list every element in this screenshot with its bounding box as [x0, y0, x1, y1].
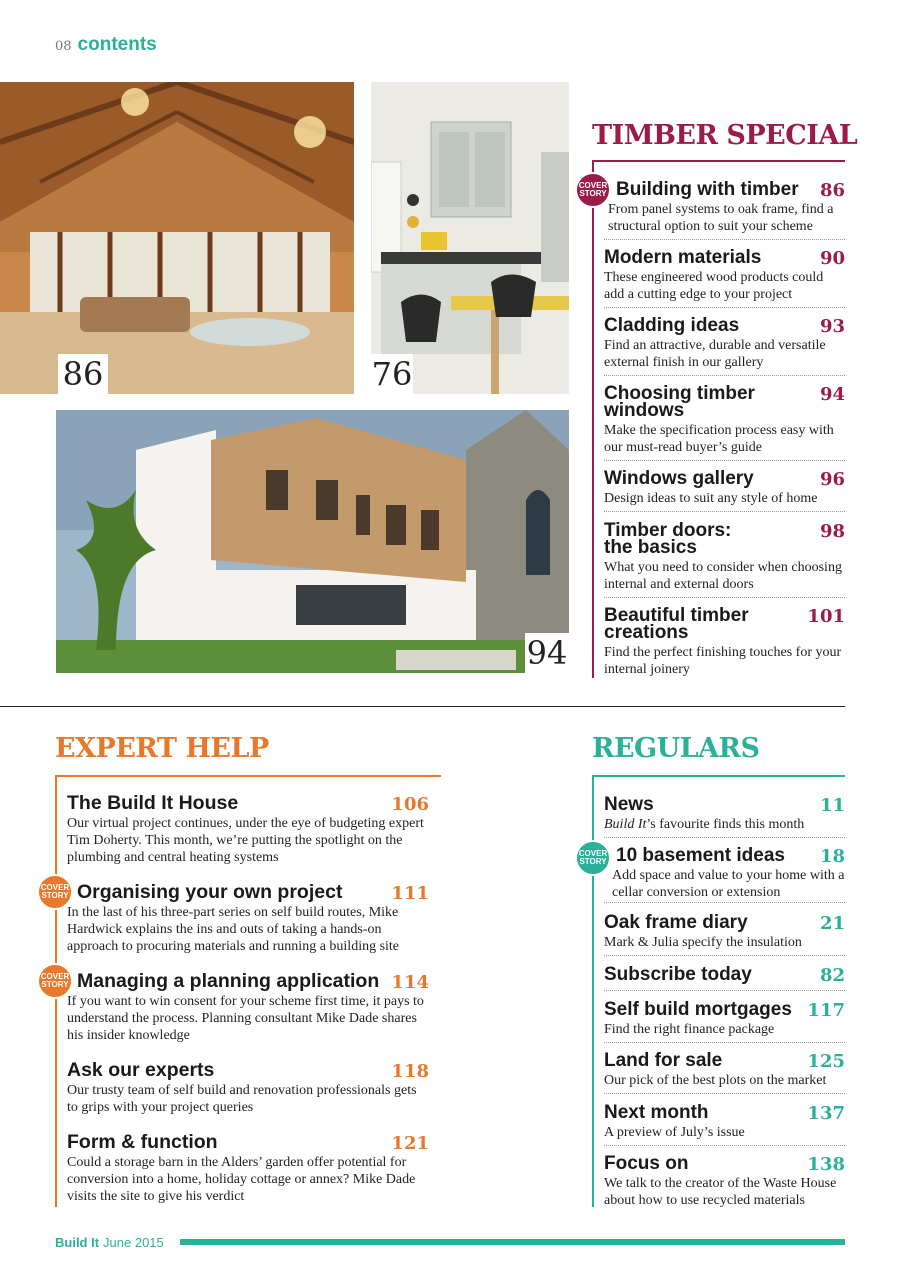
entry-description: Our virtual project continues, under the eye of budgeting expert Tim Doherty. This month, we’re putting the spotlight on the plumbing and central heating systems: [67, 816, 424, 865]
toc-entry[interactable]: [604, 181, 845, 240]
toc-entry[interactable]: [604, 1104, 845, 1146]
entry-title: Choosing timber windows: [604, 383, 755, 421]
entry-title: Oak frame diary: [604, 912, 748, 933]
entry-description: Our pick of the best plots on the market: [604, 1073, 827, 1088]
entry-page: 11: [819, 795, 845, 816]
entry-description: From panel systems to oak frame, find a structural option to suit your scheme: [608, 202, 834, 234]
toc-entry[interactable]: [67, 1131, 429, 1205]
page-number: 08: [55, 39, 72, 54]
footer-issue: June 2015: [103, 1235, 164, 1250]
photo-kitchen: [371, 82, 569, 394]
entry-description: Design ideas to suit any style of home: [604, 491, 818, 506]
entry-title: Subscribe today: [604, 964, 752, 985]
toc-entry[interactable]: [67, 1059, 429, 1116]
toc-entry[interactable]: [604, 796, 845, 838]
toc-entry[interactable]: [67, 792, 429, 866]
entry-title: Land for sale: [604, 1050, 723, 1071]
page-header: [55, 34, 157, 56]
entry-page: 121: [391, 1133, 429, 1154]
cover-story-badge: COVER STORY: [37, 963, 73, 999]
entry-title: Beautiful timber creations: [604, 605, 749, 643]
entry-title: Timber doors: the basics: [604, 520, 732, 558]
entry-description: Could a storage barn in the Alders’ garden offer potential for conversion into a home, holiday cottage or annex? Mike Dade visits the site to give his verdict: [67, 1155, 416, 1204]
entry-title: Focus on: [604, 1153, 689, 1174]
entry-description: If you want to win consent for your scheme first time, it pays to understand the process. Planning consultant Mike Dade shares his insider knowledge: [67, 994, 424, 1043]
entry-page: 86: [819, 180, 845, 201]
photo-caption: 76: [371, 355, 413, 393]
entry-page: 98: [819, 521, 845, 542]
footer-bar: [180, 1239, 845, 1245]
regulars-heading: REGULARS: [592, 733, 760, 764]
photo-caption: 94: [526, 634, 568, 672]
entry-page: 111: [391, 883, 429, 904]
entry-description: In the last of his three-part series on self build routes, Mike Hardwick explains the ins and outs of taking a hands-on approach to procuring materials and running a building site: [67, 905, 400, 954]
entry-title: Self build mortgages: [604, 999, 792, 1020]
entry-page: 106: [391, 794, 429, 815]
entry-title: Building with timber: [616, 179, 799, 200]
entry-title: Cladding ideas: [604, 315, 740, 336]
toc-entry[interactable]: [67, 970, 429, 1044]
entry-description: Add space and value to your home with a cellar conversion or extension: [612, 868, 845, 900]
entry-page: 114: [391, 972, 429, 993]
entry-page: 118: [391, 1061, 429, 1082]
entry-page: 125: [807, 1051, 845, 1072]
entry-page: 21: [819, 913, 845, 934]
expert-help-heading: EXPERT HELP: [55, 733, 269, 764]
entry-title: Windows gallery: [604, 468, 754, 489]
photo-caption: 86: [58, 354, 108, 394]
entry-title: Ask our experts: [67, 1059, 215, 1081]
entry-description: Make the specification process easy with our must-read buyer’s guide: [604, 423, 834, 455]
photo-timber-clad-house: [56, 410, 569, 673]
entry-description: We talk to the creator of the Waste House about how to use recycled materials: [604, 1176, 837, 1208]
footer-brand: Build It: [55, 1235, 100, 1250]
magazine-name: Build It: [604, 817, 647, 832]
expert-rule: [55, 775, 441, 777]
entry-page: 93: [819, 316, 845, 337]
entry-description: Mark & Julia specify the insulation: [604, 935, 802, 950]
timber-special-heading: TIMBER SPECIAL: [592, 120, 858, 151]
entry-description: Find an attractive, durable and versatile external finish in our gallery: [604, 338, 826, 370]
entry-page: 138: [807, 1154, 845, 1175]
entry-page: 82: [819, 965, 845, 986]
entry-title: Form & function: [67, 1131, 218, 1153]
entry-title: Organising your own project: [77, 881, 343, 903]
toc-entry[interactable]: [604, 470, 845, 512]
entry-title: News: [604, 794, 654, 815]
entry-page: 137: [807, 1103, 845, 1124]
toc-entry[interactable]: [67, 881, 429, 955]
timber-rule: [592, 160, 845, 162]
entry-page: 96: [819, 469, 845, 490]
toc-entry[interactable]: [604, 1155, 859, 1210]
page-title: contents: [77, 34, 157, 55]
photo-oak-barn-interior: [0, 82, 354, 394]
toc-entry[interactable]: [604, 317, 845, 376]
toc-entry[interactable]: [604, 249, 845, 308]
timber-rule-vertical: [592, 160, 594, 678]
toc-entry[interactable]: [604, 1001, 845, 1043]
entry-description: Find the right finance package: [604, 1022, 775, 1037]
entry-title: Next month: [604, 1102, 709, 1123]
cover-story-badge: COVER STORY: [575, 840, 611, 876]
entry-title: 10 basement ideas: [616, 845, 785, 866]
toc-entry[interactable]: [604, 1052, 845, 1094]
entry-title: The Build It House: [67, 792, 239, 814]
toc-entry[interactable]: [604, 966, 845, 991]
section-divider: [0, 706, 845, 707]
entry-title: Modern materials: [604, 247, 762, 268]
toc-entry[interactable]: [604, 385, 845, 461]
footer: [55, 1235, 164, 1250]
toc-entry[interactable]: [604, 847, 845, 903]
regulars-rule: [592, 775, 845, 777]
entry-page: 101: [807, 606, 845, 627]
entry-page: 18: [819, 846, 845, 867]
entry-description: A preview of July’s issue: [604, 1125, 745, 1140]
cover-story-badge: COVER STORY: [37, 874, 73, 910]
entry-page: 90: [819, 248, 845, 269]
entry-description: What you need to consider when choosing internal and external doors: [604, 560, 842, 592]
entry-page: 94: [819, 384, 845, 405]
entry-description: Build It’s favourite finds this month: [604, 817, 805, 832]
toc-entry[interactable]: [604, 522, 845, 598]
toc-entry[interactable]: [604, 607, 845, 677]
cover-story-badge: COVER STORY: [575, 172, 611, 208]
entry-description: These engineered wood products could add a cutting edge to your project: [604, 270, 824, 302]
entry-description: Find the perfect finishing touches for your internal joinery: [604, 645, 842, 677]
toc-entry[interactable]: [604, 914, 845, 956]
entry-title: Managing a planning application: [77, 970, 380, 992]
entry-description: Our trusty team of self build and renovation professionals gets to grips with your project queries: [67, 1083, 417, 1115]
entry-page: 117: [807, 1000, 845, 1021]
